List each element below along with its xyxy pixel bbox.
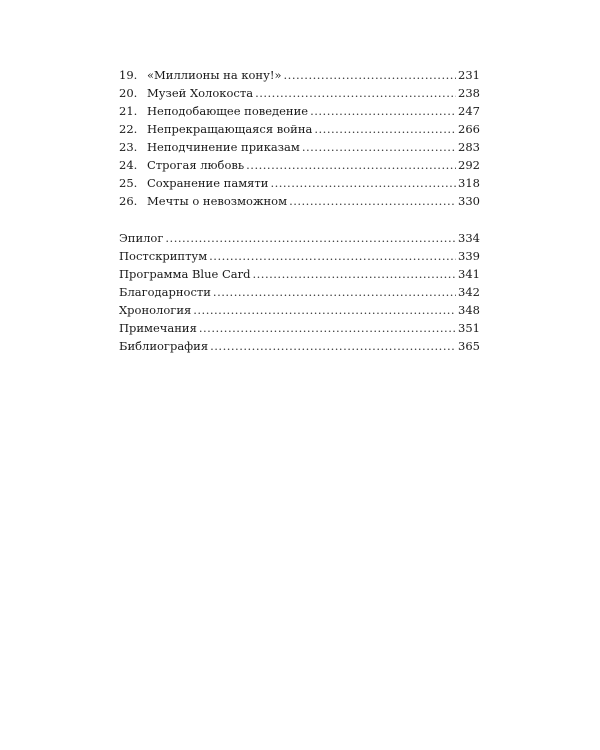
chapter-number: 21. <box>119 104 138 118</box>
section-title: Программа Blue Card <box>119 267 251 281</box>
page-number: 266 <box>458 122 480 136</box>
toc-entry-chapter-22[interactable] <box>119 120 480 138</box>
toc-entry-chapter-21[interactable] <box>119 102 480 120</box>
section-title: Благодарности <box>119 285 211 299</box>
page-number: 348 <box>458 303 480 317</box>
page-number: 247 <box>458 104 480 118</box>
dot-leader <box>193 301 456 319</box>
page-number: 341 <box>458 267 480 281</box>
chapter-title: Музей Холокоста <box>147 86 254 100</box>
toc-entry-blue-card-program[interactable] <box>119 265 480 283</box>
toc-entry-epilogue[interactable] <box>119 229 480 247</box>
page-number: 318 <box>458 176 480 190</box>
toc-entry-notes[interactable] <box>119 319 480 337</box>
section-title: Хронология <box>119 303 192 317</box>
chapter-number: 22. <box>119 122 138 136</box>
chapter-number: 20. <box>119 86 138 100</box>
toc-entry-chapter-23[interactable] <box>119 138 480 156</box>
toc-entry-postscript[interactable] <box>119 247 480 265</box>
table-of-contents <box>119 66 480 355</box>
dot-leader <box>165 229 456 247</box>
section-title: Постскриптум <box>119 249 208 263</box>
dot-leader <box>252 265 456 283</box>
dot-leader <box>310 102 456 120</box>
toc-entry-chapter-24[interactable] <box>119 156 480 174</box>
section-title: Эпилог <box>119 231 164 245</box>
dot-leader <box>270 174 456 192</box>
chapter-title: Непрекращающаяся война <box>147 122 313 136</box>
chapter-title: Неподчинение приказам <box>147 140 300 154</box>
toc-entry-chapter-20[interactable] <box>119 84 480 102</box>
page-number: 339 <box>458 249 480 263</box>
toc-entry-acknowledgements[interactable] <box>119 283 480 301</box>
dot-leader <box>289 192 456 210</box>
chapter-number: 26. <box>119 194 138 208</box>
section-title: Примечания <box>119 321 197 335</box>
section-gap <box>119 210 480 229</box>
dot-leader <box>284 66 457 84</box>
section-title: Библиография <box>119 339 209 353</box>
dot-leader <box>255 84 456 102</box>
page-number: 365 <box>458 339 480 353</box>
chapter-number: 24. <box>119 158 138 172</box>
dot-leader <box>209 247 456 265</box>
toc-entry-chapter-25[interactable] <box>119 174 480 192</box>
toc-entry-bibliography[interactable] <box>119 337 480 355</box>
chapter-number: 19. <box>119 68 138 82</box>
page-number: 231 <box>458 68 480 82</box>
page-number: 330 <box>458 194 480 208</box>
chapter-title: «Миллионы на кону!» <box>147 68 282 82</box>
chapter-number: 25. <box>119 176 138 190</box>
chapter-title: Мечты о невозможном <box>147 194 288 208</box>
page-number: 283 <box>458 140 480 154</box>
toc-entry-chapter-26[interactable] <box>119 192 480 210</box>
page-number: 342 <box>458 285 480 299</box>
page-number: 334 <box>458 231 480 245</box>
page-number: 292 <box>458 158 480 172</box>
toc-entry-chapter-19[interactable] <box>119 66 480 84</box>
dot-leader <box>302 138 456 156</box>
chapter-number: 23. <box>119 140 138 154</box>
toc-entry-chronology[interactable] <box>119 301 480 319</box>
dot-leader <box>199 319 456 337</box>
chapter-title: Неподобающее поведение <box>147 104 309 118</box>
dot-leader <box>210 337 456 355</box>
dot-leader <box>314 120 456 138</box>
dot-leader <box>213 283 456 301</box>
page-number: 351 <box>458 321 480 335</box>
page-number: 238 <box>458 86 480 100</box>
chapter-title: Сохранение памяти <box>147 176 269 190</box>
dot-leader <box>246 156 456 174</box>
chapter-title: Строгая любовь <box>147 158 245 172</box>
